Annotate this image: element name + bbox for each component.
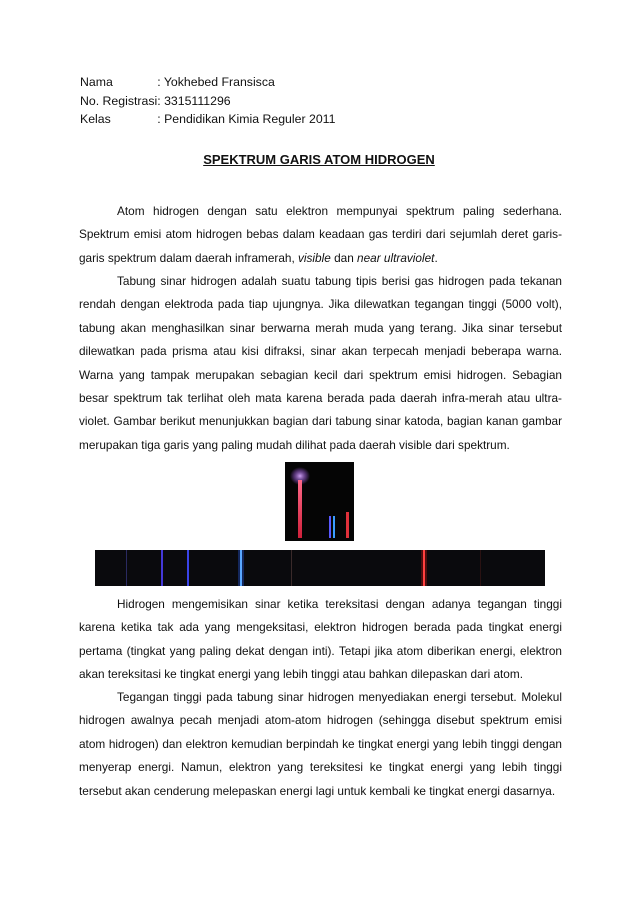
paragraph-intro [79, 200, 562, 270]
paragraph-hydrogen-tube: Tabung sinar hidrogen adalah suatu tabung tipis berisi gas hidrogen pada tekanan rendah dengan elektroda pada tiap ujungnya. Jika dilewatkan tegangan tinggi (5000 volt), tabung akan menghasilkan sinar berwarna merah muda yang terang. Jika sinar tersebut dilewatkan pada prisma atau kisi difraksi, sinar akan terpecah menjadi beberapa warna. Warna yang tampak merupakan sebagian kecil dari spektrum emisi hidrogen. Sebagian besar spektrum tak terlihat oleh mata karena berada pada daerah infra-merah atau ultra-violet. Gambar berikut menunjukkan bagian dari tabung sinar katoda, bagian kanan gambar merupakan tiga garis yang paling mudah dilihat pada daerah visible dari spektrum. [79, 274, 562, 452]
spectral-line-violet [161, 550, 163, 586]
faint-line [480, 550, 481, 586]
info-row-class [80, 110, 335, 129]
paragraph-text: dan [330, 250, 358, 265]
info-value: : Pendidikan Kimia Reguler 2011 [157, 112, 336, 126]
info-label: No. Registrasi [80, 93, 158, 108]
student-info-table [80, 73, 335, 129]
info-value: : Yokhebed Fransisca [157, 75, 275, 89]
spectral-line-violet [329, 516, 331, 538]
info-row-registration [80, 92, 335, 111]
spectral-line-blue-green [240, 550, 242, 586]
info-row-name [80, 73, 335, 92]
info-label: Nama [80, 75, 113, 89]
hydrogen-tube-image [285, 462, 354, 541]
info-label: Kelas [80, 112, 111, 126]
spectral-line-blue [333, 516, 335, 538]
hydrogen-tube-graphic [285, 462, 354, 541]
spectral-line-red [346, 512, 349, 538]
document-title: SPEKTRUM GARIS ATOM HIDROGEN [203, 152, 435, 167]
faint-line [126, 550, 127, 586]
tube-column [298, 480, 302, 538]
italic-term-visible: visible [298, 250, 331, 265]
faint-line [291, 550, 292, 586]
paragraph-high-voltage: Tegangan tinggi pada tabung sinar hidrogen menyediakan energi tersebut. Molekul hidrogen awalnya pecah menjadi atom-atom hidrogen (sehingga disebut spektrum emisi atom hidrogen) dan elektron kemudian berpindah ke tingkat energi yang lebih tinggi dengan menyerap energi. Namun, elektron yang tereksitesi ke tingkat energi yang lebih tinggi tersebut akan cenderung melepaskan energi lagi untuk kembali ke tingkat energi dasarnya. [79, 690, 562, 798]
hydrogen-emission-spectrum [95, 550, 545, 586]
paragraph-text: . [434, 250, 438, 265]
info-value: : 3315111296 [157, 93, 231, 108]
paragraph-text: Atom hidrogen dengan satu elektron mempunyai spektrum paling sederhana. Spektrum emisi atom hidrogen bebas dalam keadaan gas terdiri dari sejumlah deret garis-garis spektrum dalam daerah inframerah, [79, 204, 562, 265]
spectral-line-red [423, 550, 425, 586]
paragraph-excitation: Hidrogen mengemisikan sinar ketika tereksitasi dengan adanya tegangan tinggi karena ketika tak ada yang mengeksitasi, elektron hidrogen berada pada tingkat energi pertama (tingkat yang paling dekat dengan inti). Tetapi jika atom diberikan energi, elektron akan tereksitasi ke tingkat energi yang lebih tinggi atau bahkan dilepaskan dari atom. [79, 597, 562, 682]
emission-spectrum-graphic [95, 550, 545, 586]
italic-term-near-ultraviolet: near ultraviolet [357, 250, 435, 265]
spectral-line-indigo [187, 550, 189, 586]
